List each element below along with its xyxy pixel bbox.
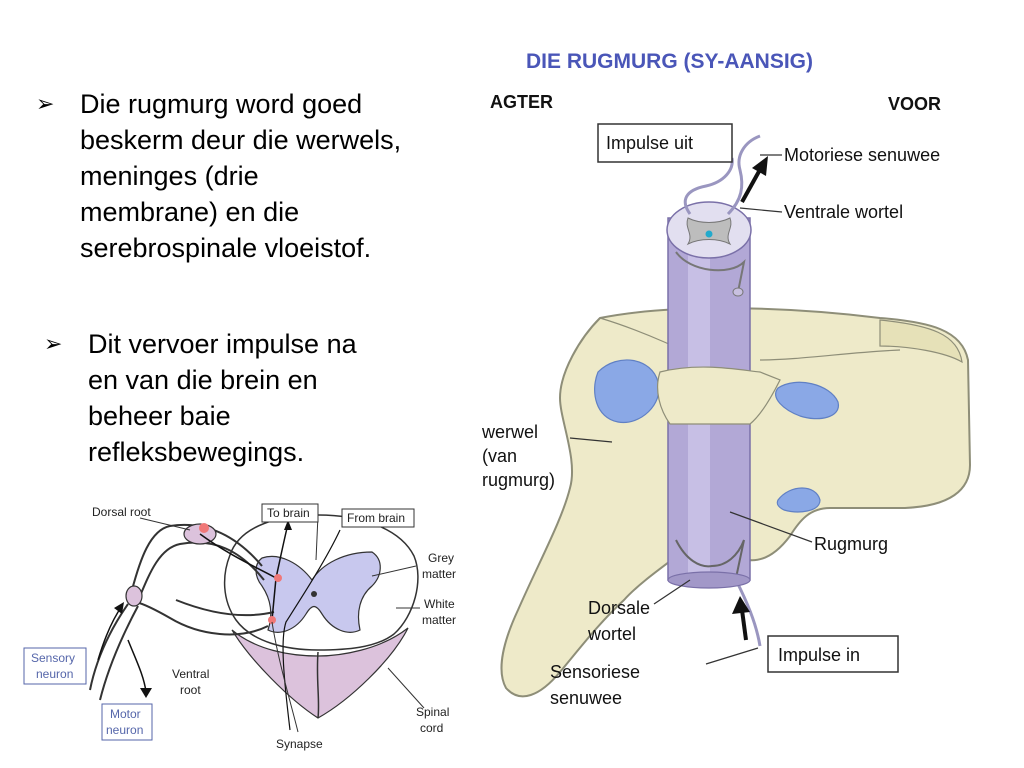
white-matter-line-2: matter — [422, 613, 457, 627]
werwel-line-2: (van — [482, 446, 518, 466]
bullet-1-line-5: serebrospinale vloeistof. — [80, 233, 372, 263]
bullet-2-line-3: beheer baie — [88, 401, 231, 431]
motor-neuron-line-1: Motor — [110, 707, 141, 721]
rugmurg-label: Rugmurg — [814, 534, 889, 554]
bullet-2-line-2: en van die brein en — [88, 365, 318, 395]
dorsale-line-1: Dorsale — [588, 598, 651, 618]
spinal-nerve-2 — [100, 606, 138, 700]
motor-arrow — [128, 640, 146, 692]
sensory-neuron-line-2: neuron — [36, 667, 74, 681]
impulse-out-label: Impulse uit — [606, 133, 694, 153]
central-canal-small — [311, 591, 317, 597]
spinal-cord-line-2: cord — [420, 721, 444, 735]
spinal-nerve — [90, 604, 128, 690]
bullet-arrow-icon: ➢ — [36, 91, 55, 116]
sensory-neuron-line-1: Sensory — [31, 651, 76, 665]
grey-matter-line-1: Grey — [428, 551, 455, 565]
dorsal-root-label: Dorsal root — [92, 505, 151, 519]
synapse-dot-upper — [274, 574, 282, 582]
motor-neuron-line-2: neuron — [106, 723, 144, 737]
bullet-1-line-4: membrane) en die — [80, 197, 300, 227]
bullet-1-line-1: Die rugmurg word goed — [80, 89, 363, 119]
spinal-nerve-junction — [126, 586, 142, 606]
motor-arrowhead — [140, 688, 152, 698]
synapse-label: Synapse — [276, 737, 323, 751]
ventrale-label: Ventrale wortel — [784, 202, 904, 222]
ventral-root-line-2: root — [180, 683, 201, 697]
grey-matter-line-2: matter — [422, 567, 457, 581]
bullet-2-line-4: refleksbewegings. — [88, 437, 305, 467]
diagram-title: DIE RUGMURG (SY-AANSIG) — [526, 50, 814, 73]
from-brain-label: From brain — [347, 511, 406, 525]
werwel-line-3: rugmurg) — [482, 470, 556, 490]
bullet-1-line-3: meninges (drie — [80, 161, 259, 191]
ventral-root-line-1: Ventral — [172, 667, 210, 681]
werwel-line-1: werwel — [482, 422, 539, 442]
bullet-arrow-icon: ➢ — [44, 331, 63, 356]
leader-spinal-cord — [388, 668, 424, 708]
agter-label: AGTER — [490, 92, 553, 112]
sensory-cell-body — [199, 523, 209, 533]
sensoriese-line-2: senuwee — [550, 688, 623, 708]
bullet-1-line-2: beskerm deur die werwels, — [80, 125, 402, 155]
impulse-in-label: Impulse in — [778, 645, 861, 665]
voor-label: VOOR — [888, 94, 942, 114]
bullet-2-line-1: Dit vervoer impulse na — [88, 329, 357, 359]
to-brain-label: To brain — [267, 506, 310, 520]
white-matter-line-1: White — [424, 597, 455, 611]
sensoriese-line-1: Sensoriese — [550, 662, 641, 682]
motoriese-label: Motoriese senuwee — [784, 145, 941, 165]
dorsale-line-2: wortel — [588, 624, 637, 644]
spinal-cord-line-1: Spinal — [416, 705, 450, 719]
